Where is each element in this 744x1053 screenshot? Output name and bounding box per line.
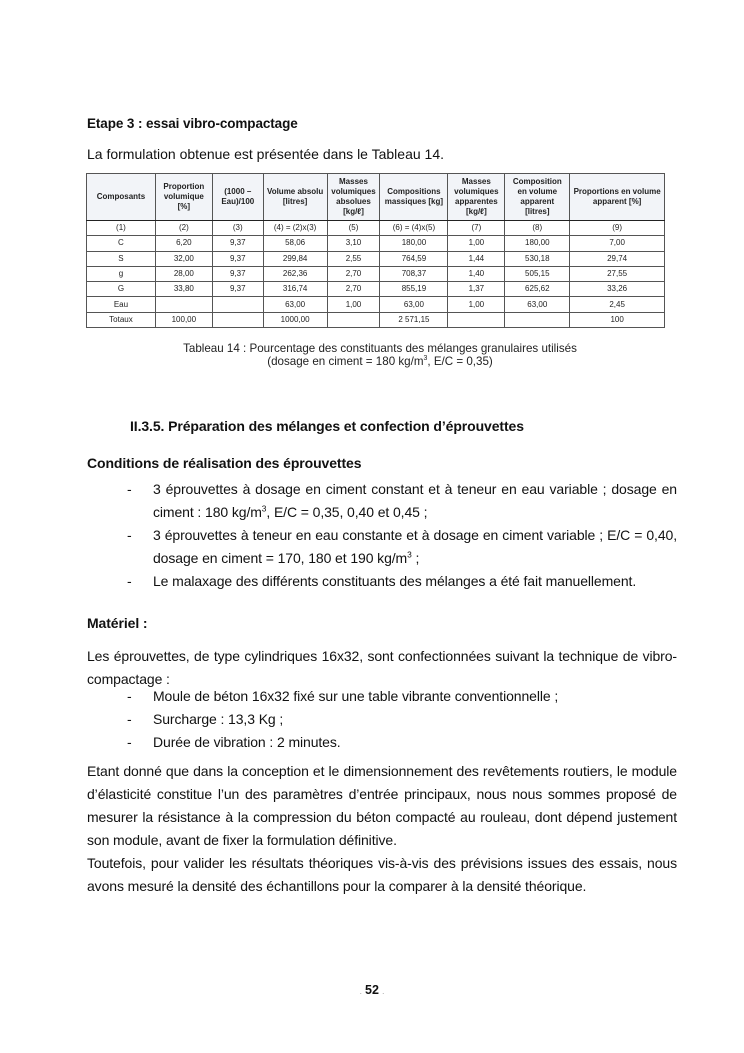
caption-text: (dosage en ciment = 180 kg/m	[267, 355, 424, 368]
table-row	[87, 266, 665, 281]
materiel-paragraph: Les éprouvettes, de type cylindriques 16x32, sont confectionnées suivant la technique de vibro-compactage :	[87, 648, 677, 687]
column-header: Masses volumiques apparentes [kg/ℓ]	[448, 174, 505, 221]
table-cell: 9,37	[212, 266, 263, 281]
table-cell	[212, 297, 263, 312]
table-cell: 1,40	[448, 266, 505, 281]
composition-table	[86, 173, 665, 328]
table-cell: 100,00	[155, 312, 212, 327]
page-number-text: 52	[365, 983, 379, 997]
table-cell	[155, 297, 212, 312]
table-row	[87, 297, 665, 312]
table-row	[87, 251, 665, 266]
list-item-text: 3 éprouvettes à teneur en eau constante et à dosage en ciment variable ; E/C = 0,40, dosage en ciment = 170, 180 et 190 kg/m	[153, 527, 677, 566]
table-cell: 100	[570, 312, 665, 327]
conditions-list	[127, 478, 677, 593]
list-item	[127, 570, 677, 593]
table-caption	[100, 342, 660, 368]
table-cell: (3)	[212, 221, 263, 236]
table-cell: 180,00	[505, 236, 570, 251]
table-cell: (6) = (4)x(5)	[380, 221, 448, 236]
table-cell: 33,80	[155, 282, 212, 297]
table-cell	[448, 312, 505, 327]
table-cell: 28,00	[155, 266, 212, 281]
table-cell: (2)	[155, 221, 212, 236]
table-header-row	[87, 174, 665, 221]
table-cell: G	[87, 282, 156, 297]
table-cell: 1,00	[327, 297, 380, 312]
table-cell: 27,55	[570, 266, 665, 281]
table-cell: 2,45	[570, 297, 665, 312]
conditions-heading: Conditions de réalisation des éprouvettes	[87, 455, 362, 471]
table-cell: (5)	[327, 221, 380, 236]
table-cell: 2,70	[327, 266, 380, 281]
materiel-list	[127, 685, 677, 754]
table-cell: 2,70	[327, 282, 380, 297]
table-cell: 1,00	[448, 236, 505, 251]
table-cell: 6,20	[155, 236, 212, 251]
table-cell: 58,06	[263, 236, 327, 251]
table-cell: 764,59	[380, 251, 448, 266]
table-cell: 1,37	[448, 282, 505, 297]
table-cell: 9,37	[212, 236, 263, 251]
list-item-text: 3 éprouvettes à dosage en ciment constant et à teneur en eau variable ; dosage en ciment : 180 kg/m	[153, 481, 677, 520]
table-cell: 180,00	[380, 236, 448, 251]
table-cell: (8)	[505, 221, 570, 236]
table-cell: 33,26	[570, 282, 665, 297]
column-header: Proportions en volume apparent [%]	[570, 174, 665, 221]
list-item	[127, 524, 677, 570]
table-cell: 2 571,15	[380, 312, 448, 327]
list-item-text: ;	[411, 550, 420, 566]
table-cell: (1)	[87, 221, 156, 236]
table-cell	[505, 312, 570, 327]
column-header: Composition en volume apparent [litres]	[505, 174, 570, 221]
paragraph-2: Toutefois, pour valider les résultats théoriques vis-à-vis des prévisions issues des essais, nous avons mesuré la densité des échantillons pour la comparer à la densité théorique.	[87, 855, 677, 894]
table-cell: (9)	[570, 221, 665, 236]
column-header: (1000 – Eau)/100	[212, 174, 263, 221]
table-cell: 63,00	[380, 297, 448, 312]
table-row	[87, 312, 665, 327]
list-item-text: Le malaxage des différents constituants des mélanges a été fait manuellement.	[153, 573, 637, 589]
table-cell: 855,19	[380, 282, 448, 297]
table-cell: 299,84	[263, 251, 327, 266]
column-header: Proportion volumique [%]	[155, 174, 212, 221]
column-header: Volume absolu [litres]	[263, 174, 327, 221]
table-cell: Totaux	[87, 312, 156, 327]
table-cell: (4) = (2)x(3)	[263, 221, 327, 236]
table-index-row	[87, 221, 665, 236]
table-cell: 1000,00	[263, 312, 327, 327]
table-cell	[327, 312, 380, 327]
step-heading: Etape 3 : essai vibro-compactage	[87, 116, 298, 131]
superscript: 3	[423, 355, 428, 363]
table-cell: 1,00	[448, 297, 505, 312]
list-item: - Surcharge : 13,3 Kg ;	[127, 708, 677, 731]
table-cell: 505,15	[505, 266, 570, 281]
column-header: Compositions massiques [kg]	[380, 174, 448, 221]
table-cell: 1,44	[448, 251, 505, 266]
intro-text: La formulation obtenue est présentée dans le Tableau 14.	[87, 146, 444, 162]
table-cell: 9,37	[212, 251, 263, 266]
table-cell: 32,00	[155, 251, 212, 266]
list-item-text: , E/C = 0,35, 0,40 et 0,45 ;	[266, 504, 428, 520]
page-number: . 52 .	[359, 983, 385, 997]
table-cell: 29,74	[570, 251, 665, 266]
table-cell: 316,74	[263, 282, 327, 297]
table-cell: S	[87, 251, 156, 266]
superscript: 3	[407, 549, 412, 560]
materiel-heading: Matériel :	[87, 615, 148, 631]
list-item	[127, 478, 677, 524]
column-header: Masses volumiques absolues [kg/ℓ]	[327, 174, 380, 221]
table-cell	[212, 312, 263, 327]
table-cell: 530,18	[505, 251, 570, 266]
table-cell: 3,10	[327, 236, 380, 251]
paragraph-1: Etant donné que dans la conception et le dimensionnement des revêtements routiers, le module d’élasticité constitue l’un des paramètres d’entrée principaux, nous nous sommes proposé de mesurer la résistance à la compression du béton compacté au rouleau, dont dépend justement son module, avant de fixer la formulation définitive.	[87, 763, 677, 848]
superscript: 3	[261, 503, 267, 514]
table-cell: C	[87, 236, 156, 251]
table-cell: 625,62	[505, 282, 570, 297]
table-cell: 63,00	[263, 297, 327, 312]
column-header: Composants	[87, 174, 156, 221]
section-heading: II.3.5. Préparation des mélanges et confection d’éprouvettes	[130, 418, 524, 434]
table-row	[87, 282, 665, 297]
list-item: - Moule de béton 16x32 fixé sur une table vibrante conventionnelle ;	[127, 685, 677, 708]
table-cell: 7,00	[570, 236, 665, 251]
table-cell: 2,55	[327, 251, 380, 266]
table-row	[87, 236, 665, 251]
table-cell: 9,37	[212, 282, 263, 297]
table-cell: 63,00	[505, 297, 570, 312]
caption-line-1: Tableau 14 : Pourcentage des constituants des mélanges granulaires utilisés	[183, 342, 577, 355]
table-cell: Eau	[87, 297, 156, 312]
table-cell: g	[87, 266, 156, 281]
list-item: - Durée de vibration : 2 minutes.	[127, 731, 677, 754]
caption-text: , E/C = 0,35)	[427, 355, 493, 368]
table-cell: 708,37	[380, 266, 448, 281]
caption-line-2	[100, 355, 660, 368]
table-cell: 262,36	[263, 266, 327, 281]
table-cell: (7)	[448, 221, 505, 236]
